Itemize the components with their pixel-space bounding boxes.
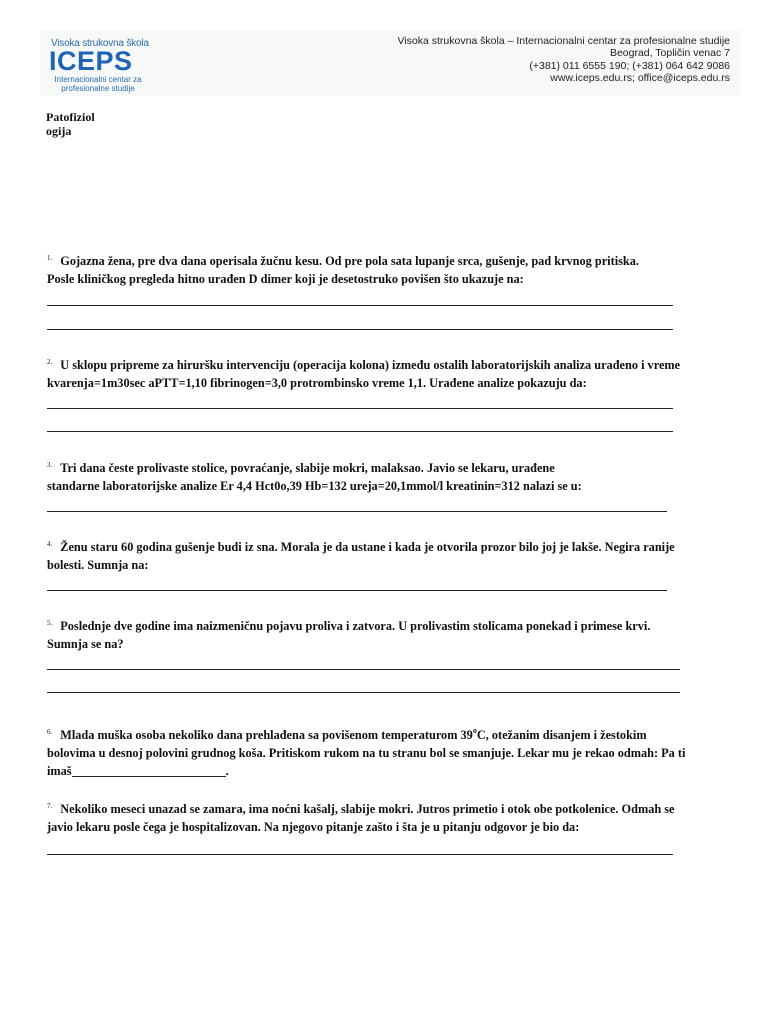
contact-block — [397, 35, 730, 84]
question-text: Mlada muška osoba nekoliko dana prehlađena sa povišenom temperaturom 39 — [60, 728, 473, 742]
answer-line[interactable] — [47, 305, 673, 306]
question-number: 1. — [47, 254, 53, 262]
logo-subtitle: Internacionalni centar za profesionalne studije — [54, 75, 142, 93]
question-text: javio lekaru posle čega je hospitalizovan. Na njegovo pitanje zašto i šta je u pitanju odgovor je bio da: — [47, 820, 580, 834]
question-7 — [47, 797, 675, 836]
question-text: Ženu staru 60 godina gušenje budi iz sna. Morala je da ustane i kada je otvorila prozor bilo joj je lakše. Negira ranije — [60, 540, 675, 554]
question-text: Gojazna žena, pre dva dana operisala žučnu kesu. Od pre pola sata lupanje srca, gušenje, pad krvnog pritiska. — [60, 254, 639, 268]
question-text: C, otežanim disanjem i žestokim — [476, 728, 647, 742]
question-number: 3. — [47, 461, 53, 469]
question-number: 6. — [47, 728, 53, 736]
question-text: Posle kliničkog pregleda hitno urađen D dimer koji je desetostruko povišen što ukazuje na: — [47, 272, 524, 286]
question-text: standarne laboratorijske analize Er 4,4 Hct0o,39 Hb=132 ureja=20,1mmol/l kreatinin=312 nalazi se u: — [47, 479, 582, 493]
question-number: 7. — [47, 802, 53, 810]
contact-web: www.iceps.edu.rs; office@iceps.edu.rs — [550, 71, 730, 84]
answer-line[interactable] — [47, 408, 673, 409]
iceps-logo — [48, 38, 149, 96]
question-5 — [47, 614, 650, 653]
degree-sign: o — [472, 726, 477, 735]
question-6 — [47, 722, 685, 780]
question-number: 2. — [47, 358, 53, 366]
inline-answer-blank[interactable] — [72, 765, 226, 777]
answer-line[interactable] — [47, 329, 673, 330]
question-text: Tri dana česte prolivaste stolice, povraćanje, slabije mokri, malaksao. Javio se lekaru, urađene — [60, 461, 555, 475]
question-number: 5. — [47, 619, 53, 627]
contact-address: Beograd, Topličin venac 7 — [609, 47, 730, 60]
answer-line[interactable] — [47, 590, 667, 591]
answer-line[interactable] — [47, 431, 673, 432]
question-text: Poslednje dve godine ima naizmeničnu pojavu proliva i zatvora. U prolivastim stolicama ponekad i primese krvi. — [60, 619, 651, 633]
question-text: kvarenja=1m30sec aPTT=1,10 fibrinogen=3,0 protrombinsko vreme 1,1. Urađene analize pokazuju da: — [47, 376, 587, 390]
answer-line[interactable] — [47, 669, 680, 670]
question-number: 4. — [47, 540, 53, 548]
question-text: bolesti. Sumnja na: — [47, 558, 149, 572]
contact-institution: Visoka strukovna škola – Internacionalni centar za profesionalne studije — [397, 35, 730, 47]
answer-line[interactable] — [47, 854, 673, 855]
question-text: imaš — [47, 764, 72, 778]
logo-name: ICEPS — [49, 46, 133, 76]
logo-top-text: Visoka strukovna škola — [51, 38, 149, 49]
question-4 — [47, 535, 675, 574]
answer-line[interactable] — [47, 692, 680, 693]
document-title: Patofiziologija — [46, 110, 95, 138]
question-2 — [47, 353, 680, 392]
contact-phone: (+381) 011 6555 190; (+381) 064 642 9086 — [529, 59, 730, 72]
question-text: . — [225, 764, 229, 778]
question-1 — [47, 249, 639, 288]
question-3 — [47, 456, 582, 495]
question-text: Nekoliko meseci unazad se zamara, ima noćni kašalj, slabije mokri. Jutros primetio i otok obe potkolenice. Odmah se — [60, 802, 675, 816]
question-text: U sklopu pripreme za hiruršku intervenciju (operacija kolona) između ostalih laboratorijskih analiza urađeno i vreme — [60, 358, 681, 372]
question-text: bolovima u desnoj polovini grudnog koša. Pritiskom rukom na tu stranu bol se smanjuje. Lekar mu je rekao odmah: Pa ti — [47, 746, 686, 760]
answer-line[interactable] — [47, 511, 667, 512]
question-text: Sumnja se na? — [47, 637, 124, 651]
